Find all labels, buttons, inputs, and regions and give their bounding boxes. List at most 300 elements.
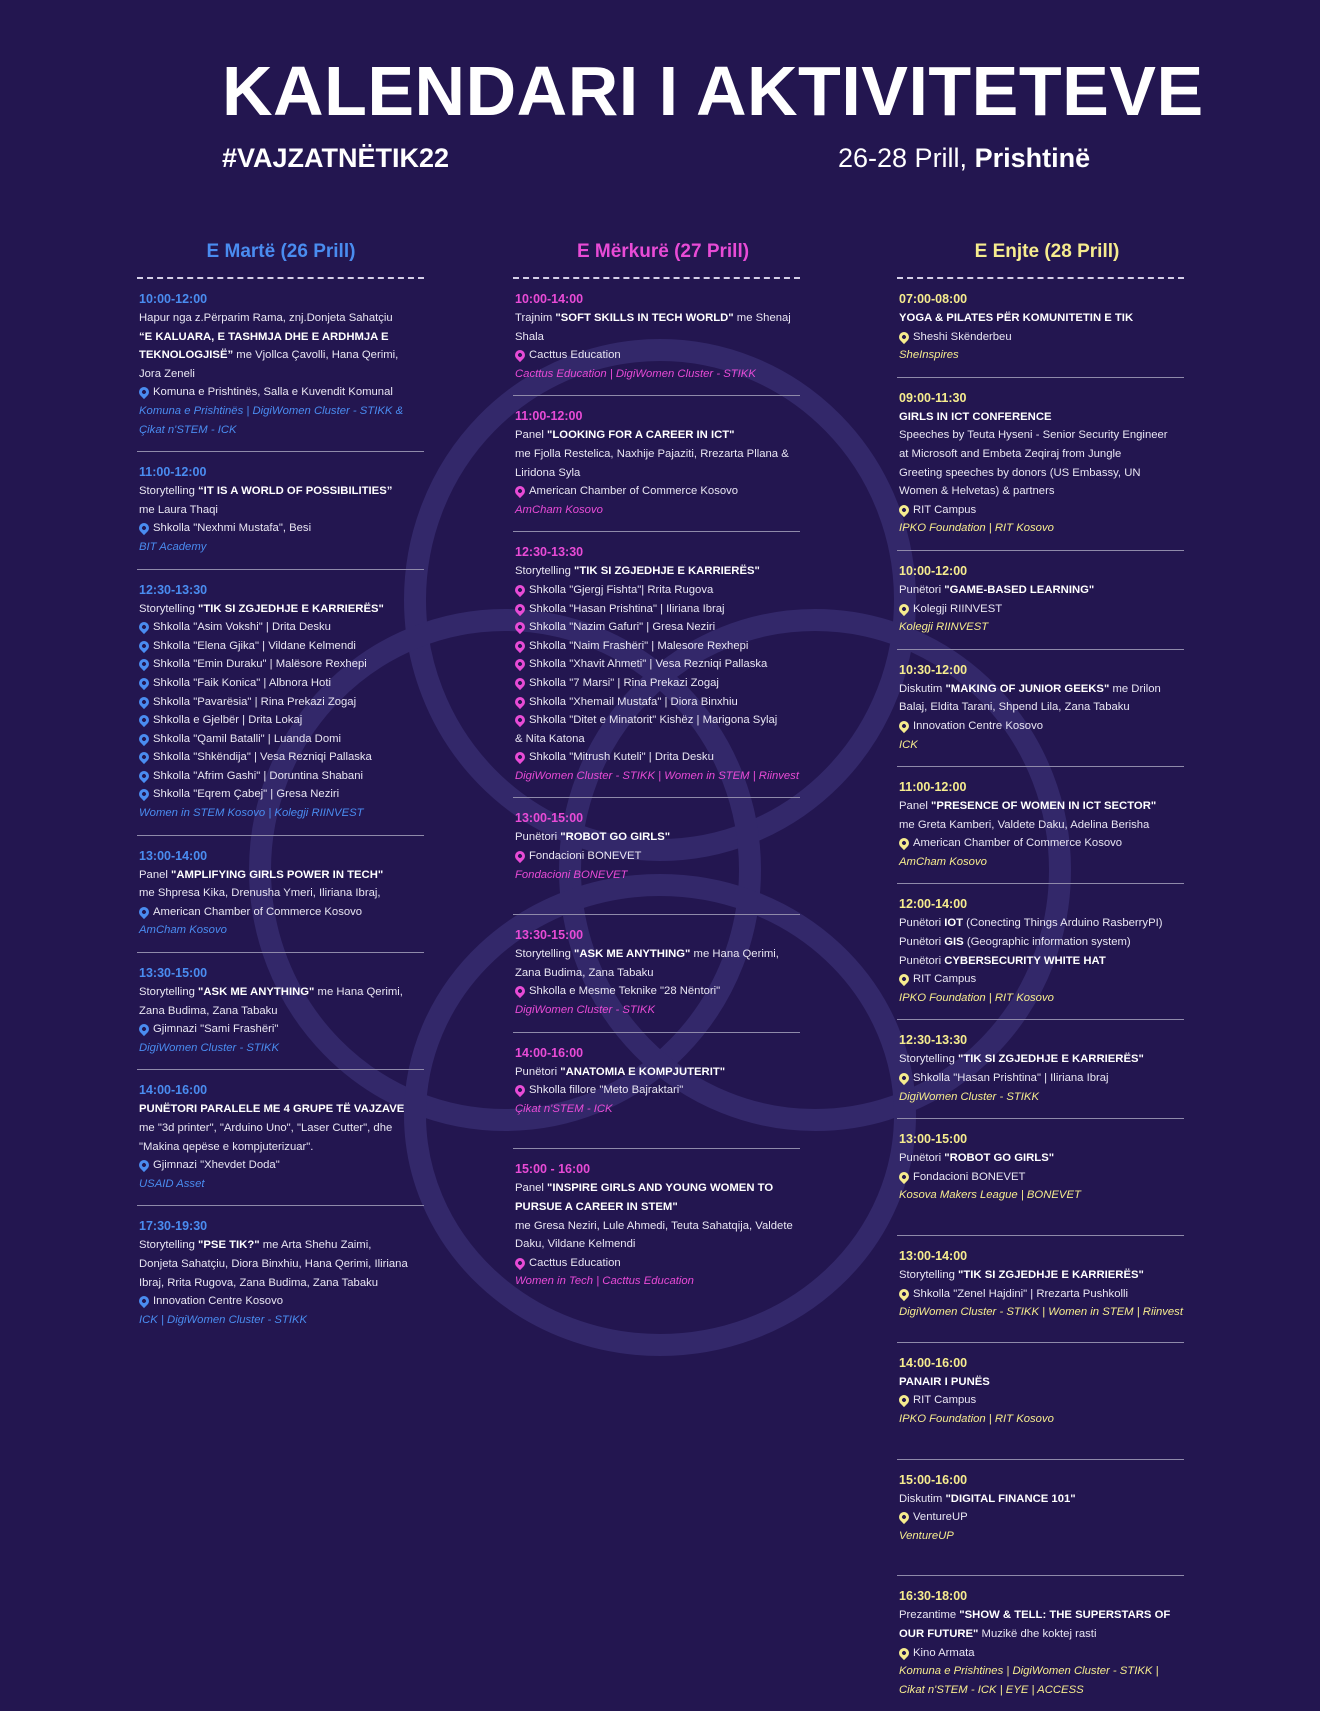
- event-line: Liridona Syla: [515, 466, 581, 479]
- event-organizer: AmCham Kosovo: [139, 924, 227, 937]
- event-location: [139, 748, 424, 767]
- event-item: [897, 551, 1184, 650]
- event-organizer: Kosova Makers League | BONEVET: [899, 1189, 1081, 1202]
- event-item: [897, 1343, 1184, 1460]
- event-title: "TIK SI ZGJEDHJE E KARRIERËS": [198, 602, 384, 615]
- event-title: "LOOKING FOR A CAREER IN ICT": [547, 429, 735, 442]
- event-line: [139, 328, 424, 347]
- day-header: E Enjte (28 Prill): [974, 241, 1120, 262]
- location-text: American Chamber of Commerce Kosovo: [913, 837, 1123, 850]
- location-pin-icon: [137, 787, 151, 801]
- location-pin-icon: [513, 713, 527, 727]
- event-type: Storytelling: [899, 1269, 959, 1281]
- event-dates: [838, 143, 1090, 174]
- event-type: Punëtori: [899, 583, 945, 596]
- event-line: Greeting speeches by donors (US Embassy, UN: [899, 466, 1141, 479]
- event-location: [139, 767, 424, 786]
- location-pin-icon: [897, 1170, 911, 1184]
- event-location: [139, 693, 424, 712]
- location-pin-icon: [513, 1256, 527, 1270]
- event-organizer: IPKO Foundation | RIT Kosovo: [899, 1412, 1054, 1425]
- location-text: Shkolla fillore "Meto Bajraktari": [529, 1084, 684, 1097]
- location-text: Shkolla "Elena Gjika" | Vildane Kelmendi: [153, 639, 356, 652]
- location-text: Shkolla "Nexhmi Mustafa", Besi: [153, 522, 312, 535]
- event-item: [137, 836, 424, 953]
- event-location: [515, 1254, 800, 1273]
- event-location: [139, 711, 424, 730]
- event-location: [139, 785, 424, 804]
- event-location: [515, 847, 800, 866]
- location-pin-icon: [137, 769, 151, 783]
- event-item: [513, 532, 800, 798]
- event-title: “IT IS A WORLD OF POSSIBILITIES”: [198, 485, 393, 498]
- event-time: 10:30-12:00: [899, 662, 968, 677]
- event-detail: Muzikë dhe koktej rasti: [978, 1627, 1097, 1640]
- event-location: [515, 618, 800, 637]
- event-speakers: me Hana Qerimi,: [314, 986, 403, 999]
- event-type: Storytelling: [139, 485, 199, 498]
- event-item: [137, 1206, 424, 1341]
- event-item: [513, 915, 800, 1032]
- event-location: [139, 1156, 424, 1175]
- event-time: 13:00-15:00: [899, 1132, 968, 1147]
- event-line: [139, 983, 424, 1002]
- location-pin-icon: [137, 676, 151, 690]
- location-pin-icon: [513, 984, 527, 998]
- event-time: 12:30-13:30: [515, 545, 584, 560]
- event-line: Speeches by Teuta Hyseni - Senior Security Engineer: [899, 429, 1168, 442]
- location-text: Shkolla "Faik Konica" | Albnora Hoti: [153, 676, 331, 689]
- event-title: "GAME-BASED LEARNING": [944, 583, 1095, 596]
- event-line: Daku, Vildane Kelmendi: [515, 1238, 636, 1251]
- event-location: [139, 1020, 424, 1039]
- event-organizer: Komuna e Prishtinës | DigiWomen Cluster - STIKK &: [139, 404, 404, 417]
- event-time: 13:00-15:00: [515, 811, 584, 826]
- day-header: E Mërkurë (27 Prill): [576, 241, 750, 262]
- event-item: [897, 1119, 1184, 1236]
- event-location: [139, 383, 424, 402]
- event-organizer: Kolegji RIINVEST: [899, 621, 989, 634]
- location-text: Shkolla "Zenel Hajdini" | Rrezarta Pushkolli: [913, 1287, 1129, 1300]
- event-speakers: me Drilon: [1109, 682, 1161, 695]
- event-location: [515, 1081, 800, 1100]
- event-location: [515, 982, 800, 1001]
- location-text: Shkolla "Shkëndija" | Vesa Rezniqi Pallaska: [153, 751, 372, 764]
- event-location: [139, 730, 424, 749]
- event-title: GIS: [944, 936, 964, 949]
- location-pin-icon: [897, 719, 911, 733]
- event-line: [899, 952, 1184, 971]
- event-line: & Nita Katona: [515, 732, 585, 745]
- event-line: [899, 408, 1184, 427]
- event-title: IOT: [944, 917, 964, 930]
- location-pin-icon: [137, 1294, 151, 1308]
- event-item: [897, 279, 1184, 378]
- hashtag: #VAJZATNËTIK22: [222, 143, 450, 173]
- event-line: [139, 866, 424, 885]
- location-text: Shkolla "Mitrush Kuteli" | Drita Desku: [529, 751, 714, 764]
- event-location: [515, 581, 800, 600]
- event-title: GIRLS IN ICT CONFERENCE: [899, 410, 1052, 423]
- event-location: [899, 1069, 1184, 1088]
- location-pin-icon: [897, 1510, 911, 1524]
- location-pin-icon: [897, 972, 911, 986]
- location-pin-icon: [513, 620, 527, 634]
- event-line: [515, 828, 800, 847]
- event-organizer: IPKO Foundation | RIT Kosovo: [899, 991, 1054, 1004]
- event-line: Women & Helvetas) & partners: [899, 485, 1055, 498]
- event-location: [899, 1508, 1184, 1527]
- event-item: [897, 1460, 1184, 1577]
- event-title: "SHOW & TELL: THE SUPERSTARS OF: [959, 1609, 1171, 1622]
- event-type: Punëtori: [515, 831, 561, 844]
- event-location: [515, 693, 800, 712]
- event-line: [899, 309, 1184, 328]
- location-pin-icon: [513, 750, 527, 764]
- event-line: [515, 562, 800, 581]
- event-time: 14:00-16:00: [899, 1355, 968, 1370]
- location-text: Innovation Centre Kosovo: [153, 1295, 283, 1308]
- event-line: me Laura Thaqi: [139, 503, 218, 516]
- location-text: Shkolla "Gjergj Fishta"| Rrita Rugova: [529, 583, 714, 596]
- location-text: Shkolla "Pavarësia" | Rina Prekazi Zogaj: [153, 695, 357, 708]
- location-text: Fondacioni BONEVET: [913, 1170, 1026, 1183]
- location-pin-icon: [137, 639, 151, 653]
- event-location: [899, 600, 1184, 619]
- event-line: Ibraj, Rrita Rugova, Zana Budima, Zana Tabaku: [139, 1276, 379, 1289]
- location-text: Shkolla "Afrim Gashi" | Doruntina Shabani: [153, 769, 364, 782]
- event-type: Diskutim: [899, 682, 946, 695]
- location-pin-icon: [513, 639, 527, 653]
- event-line: [899, 1266, 1184, 1285]
- event-type: Trajnim: [515, 312, 556, 324]
- location-pin-icon: [513, 601, 527, 615]
- event-line: Jora Zeneli: [139, 367, 195, 380]
- event-line: [899, 1149, 1184, 1168]
- event-line: me "3d printer", "Arduino Uno", "Laser Cutter", dhe: [139, 1122, 393, 1134]
- event-item: [513, 798, 800, 915]
- event-item: [897, 378, 1184, 551]
- event-title: "TIK SI ZGJEDHJE E KARRIERËS": [958, 1053, 1144, 1066]
- location-pin-icon: [137, 657, 151, 671]
- event-item: [897, 884, 1184, 1020]
- event-organizer: DigiWomen Cluster - STIKK: [139, 1041, 279, 1054]
- event-location: [899, 1391, 1184, 1410]
- event-organizer: BIT Academy: [139, 540, 207, 553]
- event-time: 17:30-19:30: [139, 1219, 208, 1234]
- event-type: Storytelling: [139, 986, 199, 999]
- event-time: 10:00-12:00: [139, 292, 208, 306]
- location-pin-icon: [897, 330, 911, 344]
- day-header: E Martë (26 Prill): [206, 241, 356, 262]
- location-text: Shkolla "Ditet e Minatorit" Kishëz | Marigona Sylaj: [529, 714, 778, 727]
- event-organizer: Cikat n'STEM - ICK | EYE | ACCESS: [899, 1683, 1084, 1696]
- event-line: Donjeta Sahatçiu, Diora Binxhiu, Hana Qerimi, Iliriana: [139, 1257, 408, 1270]
- location-pin-icon: [137, 521, 151, 535]
- event-item: [137, 1070, 424, 1206]
- event-location: [515, 711, 800, 730]
- location-text: Shkolla "Xhavit Ahmeti" | Vesa Rezniqi Pallaska: [529, 658, 768, 671]
- date-range: 26-28 Prill,: [838, 143, 968, 173]
- event-line: Hapur nga z.Përparim Rama, znj.Donjeta Sahatçiu: [139, 312, 393, 324]
- event-time: 16:30-18:00: [899, 1589, 968, 1604]
- event-item: [897, 767, 1184, 884]
- event-location: [515, 748, 800, 767]
- event-type: Panel: [899, 800, 932, 813]
- event-organizer: USAID Asset: [139, 1177, 205, 1190]
- event-title: "PSE TIK?": [198, 1239, 260, 1252]
- event-title: “E KALUARA, E TASHMJA DHE E ARDHMJA E: [139, 330, 389, 343]
- location-pin-icon: [137, 905, 151, 919]
- event-time: 13:00-14:00: [139, 848, 208, 863]
- event-type: Storytelling: [139, 602, 199, 615]
- event-location: [899, 970, 1184, 989]
- event-detail: (Geographic information system): [963, 936, 1131, 949]
- event-organizer: Çikat n'STEM - ICK: [515, 1102, 613, 1115]
- event-time: 10:00-14:00: [515, 292, 584, 306]
- event-item: [137, 953, 424, 1070]
- event-title: "TIK SI ZGJEDHJE E KARRIERËS": [958, 1269, 1144, 1281]
- location-pin-icon: [513, 657, 527, 671]
- page-title: KALENDARI I AKTIVITETEVE: [222, 52, 1204, 130]
- event-title: "TIK SI ZGJEDHJE E KARRIERËS": [574, 565, 760, 578]
- day-column-thursday: [897, 240, 1197, 1711]
- location-pin-icon: [897, 1645, 911, 1659]
- event-line: [899, 680, 1184, 699]
- event-type: Storytelling: [139, 1239, 199, 1252]
- event-title: "ANATOMIA E KOMPJUTERIT": [560, 1065, 726, 1078]
- location-pin-icon: [897, 836, 911, 850]
- event-item: [897, 650, 1184, 767]
- event-speakers: me Hana Qerimi,: [690, 948, 779, 961]
- location-pin-icon: [137, 1158, 151, 1172]
- event-title: "AMPLIFYING GIRLS POWER IN TECH": [171, 868, 384, 881]
- location-text: RIT Campus: [913, 973, 977, 986]
- event-location: [899, 1285, 1184, 1304]
- event-title: OUR FUTURE": [899, 1627, 979, 1640]
- event-location: [139, 674, 424, 693]
- event-organizer: ICK: [899, 738, 918, 751]
- event-line: me Shpresa Kika, Drenusha Ymeri, Iliriana Ibraj,: [139, 887, 381, 900]
- event-title: PANAIR I PUNËS: [899, 1375, 990, 1388]
- event-time: 14:00-16:00: [515, 1045, 584, 1060]
- location-text: Gjimnazi "Sami Frashëri": [153, 1023, 279, 1036]
- event-time: 11:00-12:00: [139, 465, 207, 480]
- event-line: [515, 945, 800, 964]
- location-pin-icon: [513, 1083, 527, 1097]
- location-text: American Chamber of Commerce Kosovo: [529, 485, 739, 498]
- event-type: Panel: [515, 429, 548, 442]
- event-line: Shala: [515, 330, 544, 343]
- location-text: Kolegji RIINVEST: [913, 602, 1003, 615]
- event-time: 13:30-15:00: [515, 928, 584, 943]
- location-pin-icon: [513, 849, 527, 863]
- event-time: 11:00-12:00: [515, 409, 583, 424]
- event-time: 12:30-13:30: [899, 1033, 968, 1048]
- location-text: Shkolla "Xhemail Mustafa" | Diora Binxhiu: [529, 695, 738, 708]
- event-time: 12:30-13:30: [139, 582, 208, 597]
- event-location: [899, 834, 1184, 853]
- location-pin-icon: [897, 503, 911, 517]
- event-organizer: SheInspires: [899, 349, 959, 362]
- location-pin-icon: [513, 694, 527, 708]
- event-location: [139, 655, 424, 674]
- event-organizer: Women in STEM Kosovo | Kolegji RIINVEST: [139, 807, 364, 820]
- location-text: Fondacioni BONEVET: [529, 850, 642, 863]
- location-text: Shkolla "7 Marsi" | Rina Prekazi Zogaj: [529, 676, 719, 689]
- event-speakers: me Shenaj: [733, 312, 791, 324]
- location-text: Gjimnazi "Xhevdet Doda": [153, 1159, 280, 1172]
- location-pin-icon: [137, 732, 151, 746]
- event-line: [899, 1373, 1184, 1392]
- event-line: [139, 1236, 424, 1255]
- event-title: "ROBOT GO GIRLS": [944, 1152, 1055, 1165]
- day-column-tuesday: [137, 240, 425, 1341]
- location-text: Sheshi Skënderbeu: [913, 330, 1012, 343]
- location-text: Shkolla "Naim Frashëri" | Malesore Rexhepi: [529, 639, 749, 652]
- event-item: [897, 1576, 1184, 1711]
- event-line: [139, 1100, 424, 1119]
- event-organizer: AmCham Kosovo: [899, 855, 987, 868]
- event-line: me Greta Kamberi, Valdete Daku, Adelina Berisha: [899, 818, 1150, 831]
- location-text: Kino Armata: [913, 1646, 975, 1659]
- event-title: "PRESENCE OF WOMEN IN ICT SECTOR": [931, 800, 1157, 813]
- day-column-wednesday: [513, 240, 813, 1303]
- event-time: 07:00-08:00: [899, 292, 968, 306]
- event-time: 15:00 - 16:00: [515, 1162, 591, 1177]
- event-organizer: DigiWomen Cluster - STIKK: [899, 1090, 1039, 1103]
- event-line: [139, 482, 424, 501]
- event-organizer: DigiWomen Cluster - STIKK: [515, 1004, 655, 1017]
- location-text: Cacttus Education: [529, 349, 621, 362]
- location-text: Shkolla "Asim Vokshi" | Drita Desku: [153, 621, 331, 634]
- event-speakers: me Vjollca Çavolli, Hana Qerimi,: [233, 349, 399, 362]
- location-pin-icon: [897, 601, 911, 615]
- location-pin-icon: [137, 750, 151, 764]
- event-time: 10:00-12:00: [899, 563, 968, 578]
- location-pin-icon: [897, 1071, 911, 1085]
- event-organizer: IPKO Foundation | RIT Kosovo: [899, 522, 1054, 535]
- event-title: "ROBOT GO GIRLS": [560, 831, 671, 844]
- event-location: [515, 655, 800, 674]
- event-type: Punëtori: [899, 936, 945, 949]
- event-organizer: ICK | DigiWomen Cluster - STIKK: [139, 1313, 308, 1326]
- location-text: Innovation Centre Kosovo: [913, 719, 1043, 732]
- event-location: [515, 600, 800, 619]
- location-text: Shkolla "Nazim Gafuri" | Gresa Neziri: [529, 621, 716, 634]
- event-speakers: me Arta Shehu Zaimi,: [259, 1239, 372, 1252]
- event-item: [137, 570, 424, 836]
- event-title: YOGA & PILATES PËR KOMUNITETIN E TIK: [899, 312, 1134, 324]
- location-pin-icon: [897, 1287, 911, 1301]
- event-location: [139, 637, 424, 656]
- event-location: [899, 328, 1184, 347]
- event-type: Storytelling: [515, 565, 575, 578]
- event-line: Balaj, Eldita Tarani, Shpend Lila, Zana Tabaku: [899, 701, 1130, 714]
- event-time: 12:00-14:00: [899, 897, 968, 912]
- event-item: [897, 1236, 1184, 1343]
- location-pin-icon: [137, 620, 151, 634]
- event-organizer: VentureUP: [899, 1529, 954, 1542]
- event-location: [899, 1644, 1184, 1663]
- event-line: [899, 1490, 1184, 1509]
- event-line: [515, 309, 800, 328]
- location-text: Cacttus Education: [529, 1256, 621, 1269]
- event-location: [899, 1168, 1184, 1187]
- location-pin-icon: [137, 385, 151, 399]
- event-line: [515, 1179, 800, 1198]
- location-text: RIT Campus: [913, 1394, 977, 1407]
- event-line: Zana Budima, Zana Tabaku: [515, 966, 654, 979]
- event-item: [513, 1149, 800, 1303]
- event-location: [515, 346, 800, 365]
- event-organizer: Cacttus Education | DigiWomen Cluster - STIKK: [515, 367, 756, 380]
- location-text: Shkolla "Emin Duraku" | Malësore Rexhepi: [153, 658, 367, 671]
- event-title: "DIGITAL FINANCE 101": [945, 1492, 1076, 1505]
- event-title: "MAKING OF JUNIOR GEEKS": [945, 682, 1110, 695]
- location-pin-icon: [137, 1022, 151, 1036]
- event-line: [899, 933, 1184, 952]
- event-location: [139, 1292, 424, 1311]
- event-line: [139, 600, 424, 619]
- event-location: [139, 519, 424, 538]
- event-title: TEKNOLOGJISË”: [139, 349, 234, 362]
- event-time: 15:00-16:00: [899, 1472, 968, 1487]
- location-text: Shkolla "Qamil Batalli" | Luanda Domi: [153, 732, 342, 745]
- event-location: [899, 717, 1184, 736]
- event-type: Punëtori: [899, 1152, 945, 1165]
- event-organizer: Komuna e Prishtines | DigiWomen Cluster - STIKK |: [899, 1665, 1159, 1678]
- event-organizer: Fondacioni BONEVET: [515, 868, 628, 881]
- event-location: [515, 674, 800, 693]
- event-title: "ASK ME ANYTHING": [198, 986, 315, 999]
- location-text: Shkolla e Mesme Teknike "28 Nëntori": [529, 985, 721, 998]
- location-pin-icon: [513, 583, 527, 597]
- event-line: [515, 426, 800, 445]
- event-line: at Microsoft and Embeta Zeqiraj from Jungle: [899, 447, 1122, 460]
- location-pin-icon: [513, 348, 527, 362]
- event-time: 13:00-14:00: [899, 1249, 968, 1263]
- event-location: [139, 903, 424, 922]
- event-type: Punëtori: [899, 954, 945, 967]
- event-line: me Gresa Neziri, Lule Ahmedi, Teuta Sahatqija, Valdete: [515, 1219, 793, 1232]
- location-pin-icon: [897, 1393, 911, 1407]
- location-pin-icon: [137, 694, 151, 708]
- event-line: [139, 346, 424, 365]
- event-organizer: DigiWomen Cluster - STIKK | Women in STEM | Riinvest: [899, 1306, 1183, 1319]
- event-type: Punëtori: [899, 917, 945, 930]
- event-type: Storytelling: [515, 948, 575, 961]
- event-time: 13:30-15:00: [139, 966, 208, 981]
- event-organizer: AmCham Kosovo: [515, 503, 603, 516]
- event-location: [515, 482, 800, 501]
- location-text: VentureUP: [913, 1511, 968, 1524]
- location-text: Shkolla "Hasan Prishtina" | Iliriana Ibraj: [913, 1072, 1109, 1085]
- event-line: [899, 914, 1184, 933]
- event-line: [515, 1063, 800, 1082]
- event-item: [513, 279, 800, 396]
- event-line: me Fjolla Restelica, Naxhije Pajaziti, Rrezarta Pllana &: [515, 447, 789, 460]
- event-title: CYBERSECURITY WHITE HAT: [944, 954, 1106, 967]
- city: Prishtinë: [974, 143, 1091, 173]
- location-text: Shkolla e Gjelbër | Drita Lokaj: [153, 714, 303, 727]
- event-line: [515, 1198, 800, 1217]
- event-detail: (Conecting Things Arduino RasberryPI): [963, 917, 1163, 930]
- event-time: 11:00-12:00: [899, 780, 967, 795]
- event-time: 09:00-11:30: [899, 390, 967, 405]
- event-line: [899, 797, 1184, 816]
- event-item: [513, 1033, 800, 1150]
